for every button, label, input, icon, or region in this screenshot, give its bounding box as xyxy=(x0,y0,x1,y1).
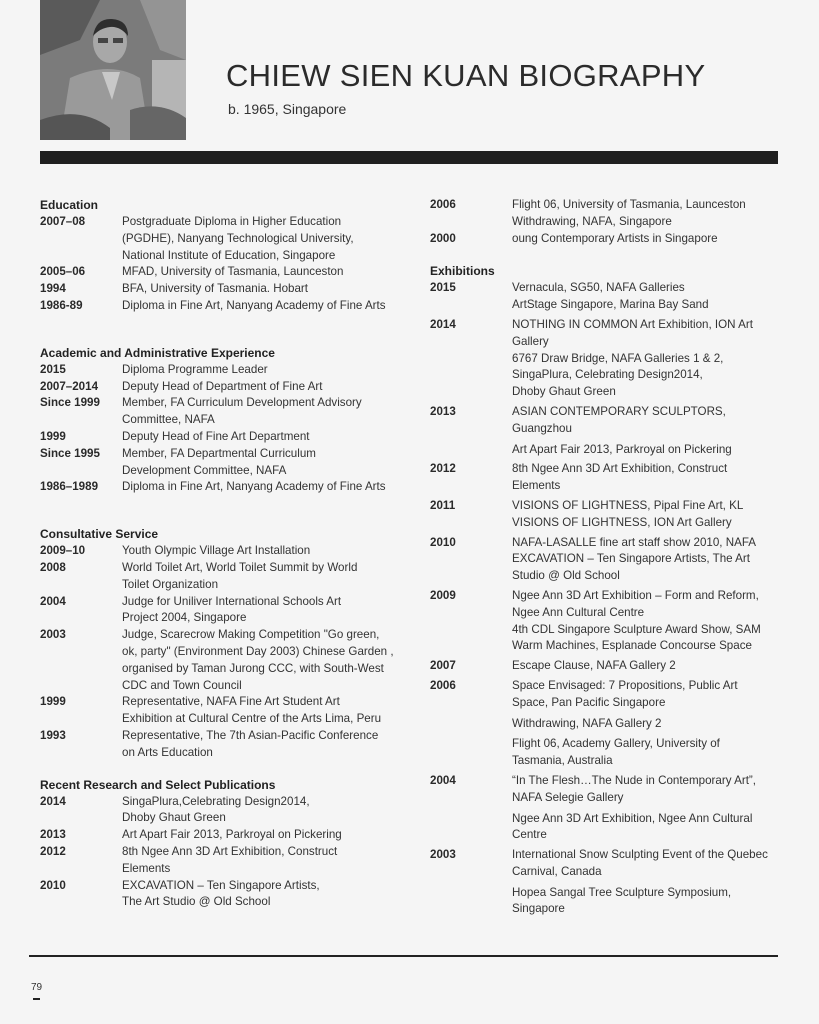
entry-text: Deputy Head of Department of Fine Art xyxy=(122,379,323,393)
entry-year: 2006 xyxy=(430,198,456,211)
entry-text: SingaPlura,Celebrating Design2014, Dhoby Ghaut Green xyxy=(122,794,310,825)
entry-row xyxy=(430,498,780,532)
entry-year: 2003 xyxy=(40,628,66,642)
section-heading: Academic and Administrative Experience xyxy=(40,345,275,360)
entry-year: 2009 xyxy=(430,588,456,602)
page-number-dash xyxy=(33,998,40,1000)
entry-line: International Snow Sculpting Event of the Quebec Carnival, Canada xyxy=(512,848,768,878)
entry-text: Youth Olympic Village Art Installation xyxy=(122,544,311,558)
entry-text-group xyxy=(512,280,780,314)
entry-line: Space Envisaged: 7 Propositions, Public Art Space, Pan Pacific Singapore xyxy=(512,678,738,709)
entry-line: Art Apart Fair 2013, Parkroyal on Pickering xyxy=(512,442,732,456)
section-heading: Exhibitions xyxy=(430,264,495,279)
section-gap xyxy=(40,762,400,777)
entry-year: 2014 xyxy=(40,794,66,808)
entry-text: Art Apart Fair 2013, Parkroyal on Pickering xyxy=(122,828,342,842)
page-number: 79 xyxy=(31,982,43,993)
left-column xyxy=(40,197,400,911)
entry-row xyxy=(430,588,780,655)
entry-line: Hopea Sangal Tree Sculpture Symposium, Singapore xyxy=(512,885,732,916)
entry-year: Since 1999 xyxy=(40,396,100,410)
entry-row xyxy=(40,560,400,594)
entry-text-group xyxy=(512,588,780,655)
entry-text: Postgraduate Diploma in Higher Education (PGDHE), Nanyang Technological University, National Institute of Education, Singapore xyxy=(122,215,354,262)
entry-row xyxy=(40,395,400,429)
entry-row xyxy=(40,794,400,828)
entry-row xyxy=(430,461,780,495)
entry-year: 2008 xyxy=(40,560,66,574)
entry-row xyxy=(40,878,400,912)
entry-row xyxy=(430,404,780,458)
entry-year: 2009–10 xyxy=(40,544,86,558)
entry-year: 2012 xyxy=(40,844,66,858)
entry-text: Diploma Programme Leader xyxy=(122,362,268,376)
entry-row xyxy=(40,298,400,315)
entry-text-group xyxy=(512,498,780,532)
entry-row xyxy=(430,231,780,248)
entry-line: ASIAN CONTEMPORARY SCULPTORS, Guangzhou xyxy=(512,404,726,435)
entry-year: 2004 xyxy=(430,773,456,787)
entry-row xyxy=(430,773,780,844)
section-heading: Consultative Service xyxy=(40,527,159,542)
entry-year: 2006 xyxy=(430,678,456,692)
entry-year: 2015 xyxy=(430,281,456,295)
entry-row xyxy=(430,317,780,401)
entry-text-group xyxy=(512,773,780,844)
entry-line: NAFA-LASALLE fine art staff show 2010, NAFA EXCAVATION – Ten Singapore Artists, The Art Studio @ Old School xyxy=(512,535,757,583)
entry-text-group xyxy=(512,658,780,675)
entry-year: 2014 xyxy=(430,317,456,331)
birth-info: b. 1965, Singapore xyxy=(228,101,347,117)
row-gap xyxy=(430,918,780,921)
entry-year: 2013 xyxy=(40,828,66,842)
entry-year: 1999 xyxy=(40,429,66,443)
entry-year: 1986-89 xyxy=(40,298,83,312)
entry-year: 2007 xyxy=(430,659,456,673)
entry-text-group xyxy=(512,231,780,248)
entry-line: Ngee Ann 3D Art Exhibition – Form and Reform, Ngee Ann Cultural Centre 4th CDL Singapore Sculpture Award Show, SAM Warm Machines, Esplanade Concourse Space xyxy=(512,588,761,653)
entry-year: 2012 xyxy=(430,462,456,476)
section-gap xyxy=(430,247,780,263)
entry-text: Judge for Uniliver International Schools Art Project 2004, Singapore xyxy=(122,594,342,625)
entry-line: VISIONS OF LIGHTNESS, Pipal Fine Art, KL VISIONS OF LIGHTNESS, ION Art Gallery xyxy=(512,498,744,529)
portrait-illustration xyxy=(40,0,186,140)
entry-text: BFA, University of Tasmania. Hobart xyxy=(122,282,309,296)
entry-year: 2011 xyxy=(430,498,456,512)
entry-year: 1993 xyxy=(40,728,66,742)
entry-row xyxy=(430,280,780,314)
entry-line: Flight 06, Academy Gallery, University of Tasmania, Australia xyxy=(512,737,720,768)
entry-year: 2000 xyxy=(430,231,456,245)
entry-text-group xyxy=(512,461,780,495)
entry-row xyxy=(40,594,400,628)
entry-text: MFAD, University of Tasmania, Launceston xyxy=(122,265,344,279)
entry-line: Withdrawing, NAFA Gallery 2 xyxy=(512,716,662,730)
portrait-photo xyxy=(40,0,186,140)
entry-row xyxy=(40,446,400,480)
entry-text: Representative, NAFA Fine Art Student Art Exhibition at Cultural Centre of the Arts Lima, Peru xyxy=(122,695,382,726)
entry-text: EXCAVATION – Ten Singapore Artists, The Art Studio @ Old School xyxy=(122,878,320,909)
entry-year: 2015 xyxy=(40,362,66,376)
footer-rule xyxy=(29,955,778,957)
entry-year: 2005–06 xyxy=(40,265,86,279)
section-gap xyxy=(40,315,400,345)
entry-row xyxy=(40,627,400,694)
entry-year: 1986–1989 xyxy=(40,480,99,494)
entry-line: oung Contemporary Artists in Singapore xyxy=(512,231,718,245)
entry-year: 2003 xyxy=(430,848,456,862)
entry-text: Member, FA Departmental Curriculum Development Committee, NAFA xyxy=(122,446,316,477)
entry-line: 8th Ngee Ann 3D Art Exhibition, Construct Elements xyxy=(512,462,728,493)
entry-row xyxy=(40,844,400,878)
entry-line: Vernacula, SG50, NAFA Galleries ArtStage Singapore, Marina Bay Sand xyxy=(512,281,709,312)
entry-year: 2007–08 xyxy=(40,215,86,228)
entry-year: Since 1995 xyxy=(40,446,100,460)
entry-row xyxy=(40,362,400,379)
entry-year: 1994 xyxy=(40,282,66,296)
entry-year: 2010 xyxy=(430,535,456,549)
entry-row xyxy=(430,847,780,918)
entry-year: 2004 xyxy=(40,594,66,608)
page-title: CHIEW SIEN KUAN BIOGRAPHY xyxy=(226,58,706,93)
entry-text: Diploma in Fine Art, Nanyang Academy of Fine Arts xyxy=(122,480,386,494)
entry-row xyxy=(40,429,400,446)
entry-text: Judge, Scarecrow Making Competition "Go green, ok, party" (Environment Day 2003) Chinese Garden , organised by Taman Jurong CCC, with South-West CDC and Town Council xyxy=(122,628,394,692)
entry-row xyxy=(40,694,400,728)
entry-row xyxy=(430,658,780,675)
entry-text: Diploma in Fine Art, Nanyang Academy of Fine Arts xyxy=(122,298,386,312)
entry-row xyxy=(430,197,780,231)
entry-text: 8th Ngee Ann 3D Art Exhibition, Construct Elements xyxy=(122,844,338,875)
entry-row xyxy=(40,728,400,762)
section-heading: Recent Research and Select Publications xyxy=(40,777,276,792)
section-heading: Education xyxy=(40,198,99,212)
entry-year: 1999 xyxy=(40,695,66,709)
entry-row xyxy=(40,264,400,281)
entry-text: Representative, The 7th Asian-Pacific Conference on Arts Education xyxy=(122,728,379,759)
entry-line: “In The Flesh…The Nude in Contemporary Art”, NAFA Selegie Gallery xyxy=(512,773,757,804)
entry-line: Escape Clause, NAFA Gallery 2 xyxy=(512,659,676,673)
entry-row xyxy=(40,214,400,264)
right-column xyxy=(430,197,780,921)
entry-line: NOTHING IN COMMON Art Exhibition, ION Art Gallery 6767 Draw Bridge, NAFA Galleries 1 & 2, SingaPlura, Celebrating Design2014, Dhoby Ghaut Green xyxy=(512,317,753,399)
entry-row xyxy=(40,281,400,298)
entry-row xyxy=(40,543,400,560)
entry-row xyxy=(40,379,400,396)
entry-text-group xyxy=(512,404,780,458)
header-bar xyxy=(40,151,778,164)
entry-text-group xyxy=(512,197,780,231)
entry-text-group xyxy=(512,535,780,585)
entry-year: 2007–2014 xyxy=(40,379,99,393)
entry-text-group xyxy=(512,317,780,401)
section-gap xyxy=(40,496,400,526)
entry-text-group xyxy=(512,678,780,770)
entry-text: World Toilet Art, World Toilet Summit by World Toilet Organization xyxy=(122,560,358,591)
entry-text: Deputy Head of Fine Art Department xyxy=(122,429,310,443)
entry-text-group xyxy=(512,847,780,918)
entry-row xyxy=(430,678,780,770)
entry-row xyxy=(40,479,400,496)
entry-text: Member, FA Curriculum Development Advisory Committee, NAFA xyxy=(122,396,362,427)
entry-row xyxy=(40,827,400,844)
entry-line: Ngee Ann 3D Art Exhibition, Ngee Ann Cultural Centre xyxy=(512,811,753,842)
entry-year: 2013 xyxy=(430,404,456,418)
entry-line: Flight 06, University of Tasmania, Launceston Withdrawing, NAFA, Singapore xyxy=(512,198,746,228)
entry-year: 2010 xyxy=(40,878,66,892)
entry-row xyxy=(430,535,780,585)
